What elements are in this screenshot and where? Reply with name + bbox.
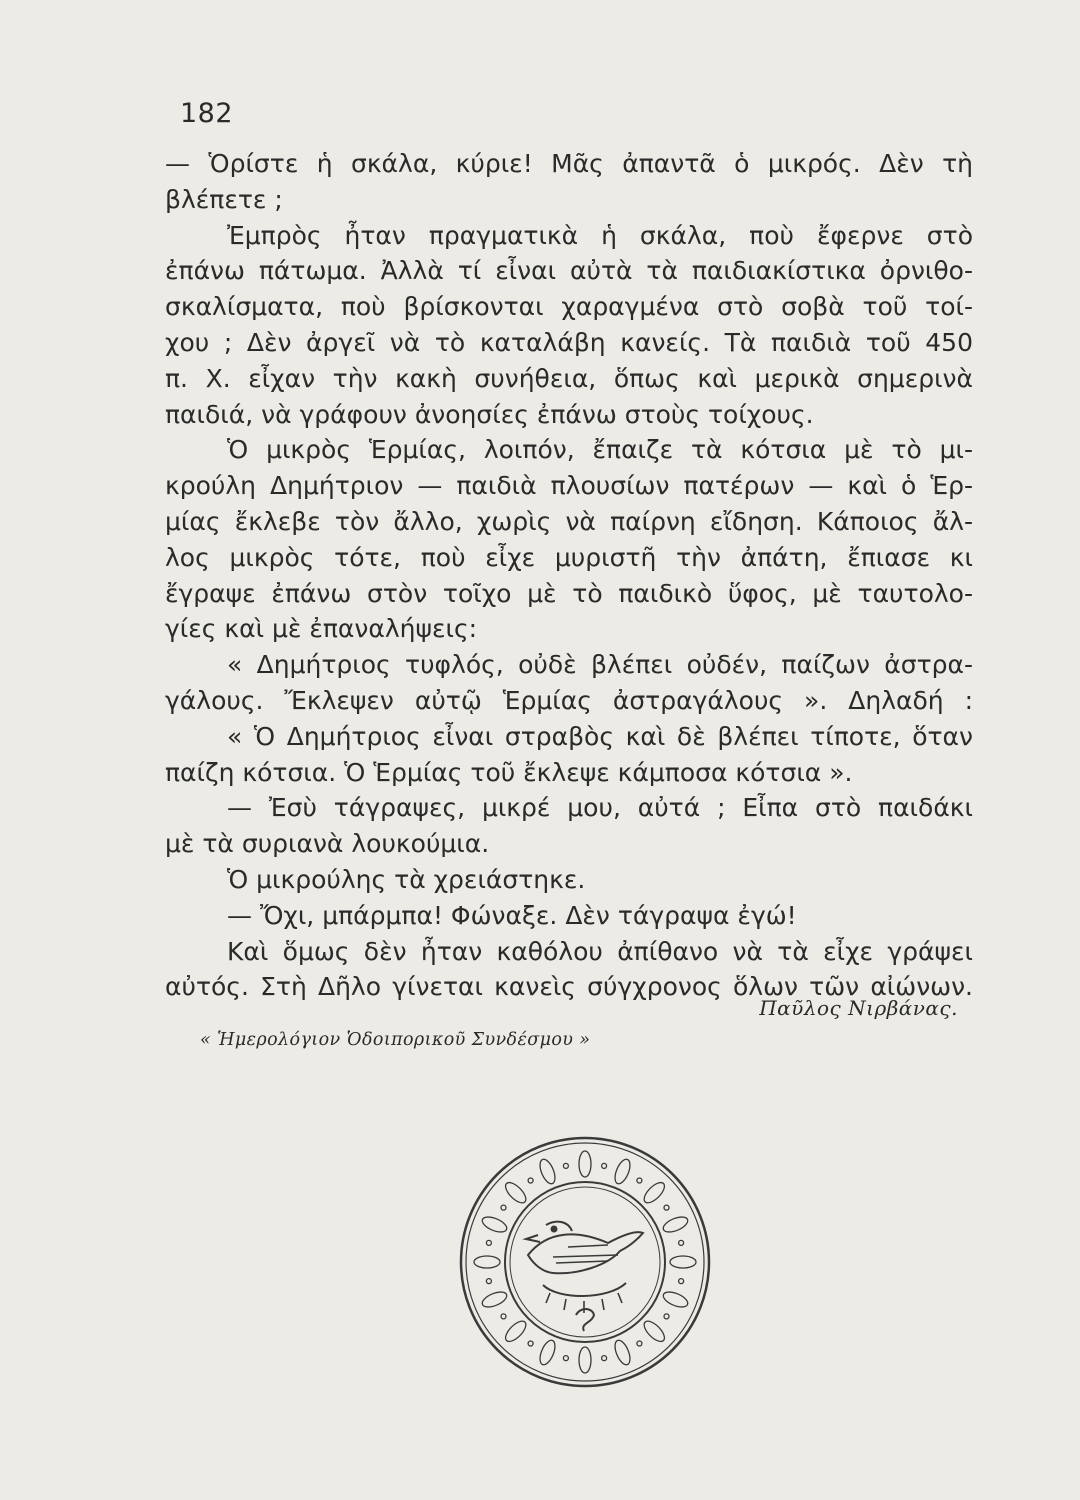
seal-petal <box>537 1338 558 1367</box>
text-line: λος μικρὸς τότε, ποὺ εἶχε μυριστῆ τὴν ἀπάτη, ἔπιασε κι <box>165 542 973 572</box>
seal-petal <box>641 1179 668 1206</box>
seal-dot <box>528 1178 533 1183</box>
text-line: ἔγραψε ἐπάνω στὸν τοῖχο μὲ τὸ παιδικὸ ὕφος, μὲ ταυτολο- <box>165 578 973 608</box>
seal-petal <box>579 1347 591 1373</box>
text-line: γάλους. Ἔκλεψεν αὐτῷ Ἑρμίας ἀστραγάλους ». Δηλαδή : <box>165 685 973 715</box>
seal-dot <box>486 1240 491 1245</box>
text-line: — Ὄχι, μπάρμπα! Φώναξε. Δὲν τάγραψα ἐγώ! <box>227 900 797 930</box>
seal-dot <box>664 1314 669 1319</box>
text-line: παίζη κότσια. Ὁ Ἑρμίας τοῦ ἔκλεψε κάμποσα κότσια ». <box>165 757 853 787</box>
text-line: παιδιά, νὰ γράφουν ἀνοησίες ἐπάνω στοὺς τοίχους. <box>165 399 814 429</box>
text-line: γίες καὶ μὲ ἐπαναλήψεις: <box>165 614 478 644</box>
seal-petal <box>502 1179 529 1206</box>
seal-petal <box>661 1214 690 1235</box>
seal-dot <box>679 1240 684 1245</box>
seal-petal <box>474 1256 500 1268</box>
bird-medallion-icon <box>458 1135 712 1389</box>
text-line: — Ἐσὺ τάγραψες, μικρέ μου, αὐτά ; Εἶπα στὸ παιδάκι <box>227 793 973 823</box>
text-line: σκαλίσματα, ποὺ βρίσκονται χαραγμένα στὸ σοβὰ τοῦ τοί- <box>165 292 973 322</box>
seal-petal <box>612 1338 633 1367</box>
seal-dot <box>486 1279 491 1284</box>
text-line: βλέπετε ; <box>165 184 283 214</box>
text-line: π. Χ. εἶχαν τὴν κακὴ συνήθεια, ὅπως καὶ μερικὰ σημερινὰ <box>165 363 973 393</box>
seal-petal <box>641 1318 668 1345</box>
seal-petal <box>612 1157 633 1186</box>
page-number: 182 <box>180 98 234 129</box>
seal-dot <box>563 1163 568 1168</box>
text-line: Ὁ μικρούλης τὰ χρειάστηκε. <box>227 864 586 894</box>
seal-dot <box>602 1163 607 1168</box>
decorative-seal <box>458 1135 712 1389</box>
text-line: κρούλη Δημήτριον — παιδιὰ πλουσίων πατέρων — καὶ ὁ Ἑρ- <box>165 471 973 501</box>
source-citation: « Ἡμερολόγιον Ὁδοιπορικοῦ Συνδέσμου » <box>200 1030 591 1050</box>
text-line: « Δημήτριος τυφλός, οὐδὲ βλέπει οὐδέν, παίζων ἀστρα- <box>227 650 973 680</box>
seal-dot <box>602 1356 607 1361</box>
seal-petal <box>480 1289 509 1310</box>
seal-dot <box>563 1356 568 1361</box>
text-line: αὐτός. Στὴ Δῆλο γίνεται κανεὶς σύγχρονος ὅλων τῶν αἰώνων. <box>165 972 973 1002</box>
seal-dot <box>637 1341 642 1346</box>
text-line: Καὶ ὅμως δὲν ἦταν καθόλου ἀπίθανο νὰ τὰ εἶχε γράψει <box>227 936 973 966</box>
text-line: Ὁ μικρὸς Ἑρμίας, λοιπόν, ἔπαιζε τὰ κότσια μὲ τὸ μι- <box>227 435 973 465</box>
text-line: μίας ἔκλεβε τὸν ἄλλο, χωρὶς νὰ παίρνη εἴδηση. Κάποιος ἄλ- <box>165 506 973 536</box>
text-line: μὲ τὰ συριανὰ λουκούμια. <box>165 829 490 859</box>
seal-petal <box>537 1157 558 1186</box>
seal-petal <box>579 1151 591 1177</box>
text-line: ἐπάνω πάτωμα. Ἀλλὰ τί εἶναι αὐτὰ τὰ παιδιακίστικα ὀρνιθο- <box>165 256 973 286</box>
seal-petal <box>670 1256 696 1268</box>
seal-dot <box>501 1314 506 1319</box>
text-line: — Ὁρίστε ἡ σκάλα, κύριε! Μᾶς ἀπαντᾶ ὁ μικρός. Δὲν τὴ <box>165 149 973 178</box>
text-line: Ἐμπρὸς ἦταν πραγματικὰ ἡ σκάλα, ποὺ ἔφερνε στὸ <box>227 220 973 250</box>
body-text <box>165 146 973 1005</box>
seal-dot <box>501 1205 506 1210</box>
seal-petal <box>661 1289 690 1310</box>
seal-petal <box>502 1318 529 1345</box>
seal-petal <box>480 1214 509 1235</box>
seal-dot <box>664 1205 669 1210</box>
text-line: χου ; Δὲν ἀργεῖ νὰ τὸ καταλάβη κανείς. Τὰ παιδιὰ τοῦ 450 <box>165 327 973 357</box>
text-line: « Ὁ Δημήτριος εἶναι στραβὸς καὶ δὲ βλέπει τίποτε, ὅταν <box>227 721 973 751</box>
seal-dot <box>637 1178 642 1183</box>
author-signature: Παῦλος Νιρβάνας. <box>759 996 958 1020</box>
seal-dot <box>528 1341 533 1346</box>
seal-dot <box>679 1279 684 1284</box>
